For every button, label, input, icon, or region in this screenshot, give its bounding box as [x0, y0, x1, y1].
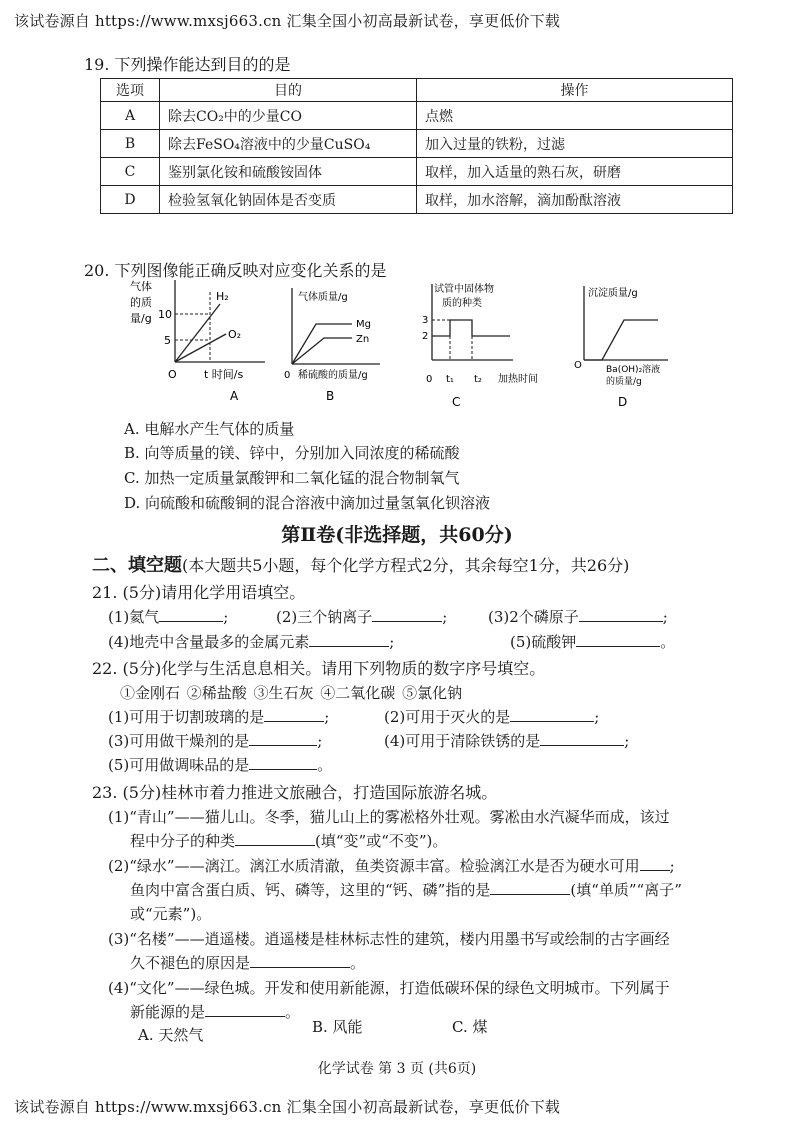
- answer-blank[interactable]: [205, 1002, 285, 1017]
- q20-option-c: C. 加热一定质量氯酸钾和二氧化锰的混合物制氧气: [124, 469, 460, 487]
- section2-label: 二、填空题: [92, 555, 182, 576]
- answer-blank[interactable]: [264, 707, 324, 722]
- q22-item-4: (4)可用于清除铁锈的是 ;: [384, 732, 630, 750]
- graph-d: [572, 282, 682, 412]
- row-operation: 加入过量的铁粉，过滤: [417, 130, 733, 158]
- answer-blank[interactable]: [372, 607, 442, 622]
- q23-choice-b: B. 风能: [312, 1018, 363, 1036]
- q21-item-3: (3)2个磷原子 ;: [488, 608, 668, 626]
- answer-blank[interactable]: [249, 755, 317, 770]
- q22-item-3: (3)可用做干燥剂的是 ;: [108, 732, 323, 750]
- graph-c-t2: t₂: [474, 374, 482, 385]
- graph-c-line: [432, 320, 510, 336]
- row-goal: 检验氢氧化钠固体是否变质: [160, 186, 417, 214]
- answer-blank[interactable]: [250, 953, 350, 968]
- table-row: [101, 130, 733, 158]
- q20-title: 20. 下列图像能正确反映对应变化关系的是: [84, 261, 387, 280]
- q21-item-2: (2)三个钠离子 ;: [276, 608, 448, 626]
- graph-a-line-o2: [175, 334, 226, 362]
- q21-item-4: (4)地壳中含量最多的金属元素 ;: [108, 633, 395, 651]
- part2-title: 第Ⅱ卷(非选择题，共60分): [281, 524, 513, 546]
- footer-banner: 该试卷源自 https://www.mxsj663.cn 汇集全国小初高最新试卷，享更低价下载: [14, 1098, 561, 1116]
- q22-item-1: (1)可用于切割玻璃的是 ;: [108, 708, 330, 726]
- graph-a-ylabel-1: 气体: [130, 280, 152, 293]
- graph-d-xlabel-2: 的质量/g: [606, 377, 642, 387]
- row-option: B: [101, 130, 160, 158]
- header-option: 选项: [101, 79, 160, 102]
- q23-line-2: 程中分子的种类 (填“变”或“不变”)。: [130, 832, 448, 850]
- q23-choice-a: A. 天然气: [138, 1026, 204, 1044]
- row-option: C: [101, 158, 160, 186]
- answer-blank[interactable]: [249, 731, 317, 746]
- q19-title: 19. 下列操作能达到目的的是: [84, 55, 291, 74]
- section2-heading: [92, 551, 629, 577]
- q23-choice-c: C. 煤: [452, 1018, 488, 1036]
- graph-c-tick-3: 3: [422, 315, 429, 326]
- q20-option-b: B. 向等质量的镁、锌中，分别加入同浓度的稀硫酸: [124, 444, 460, 462]
- table-row: [101, 102, 733, 130]
- graph-c-t1: t₁: [446, 374, 454, 385]
- graph-c-xlabel: 加热时间: [498, 374, 538, 385]
- row-operation: 取样，加水溶解，滴加酚酞溶液: [417, 186, 733, 214]
- graph-b: [282, 282, 392, 412]
- row-goal: 除去FeSO₄溶液中的少量CuSO₄: [160, 130, 417, 158]
- graph-a-ylabel-3: 量/g: [130, 312, 152, 325]
- graph-c-ylabel-2: 质的种类: [442, 298, 482, 309]
- table-row: [101, 158, 733, 186]
- graph-b-zn-label: Zn: [356, 334, 370, 345]
- graph-a-origin: O: [168, 368, 177, 381]
- graph-c-tick-2: 2: [422, 331, 429, 342]
- graph-b-xlabel: 稀硫酸的质量/g: [298, 370, 368, 381]
- graph-a-line-h2: [175, 304, 220, 362]
- answer-blank[interactable]: [576, 632, 660, 647]
- q23-line-7: 久不褪色的原因是 。: [130, 954, 366, 972]
- q22-title: 22. (5分)化学与生活息息相关。请用下列物质的数字序号填空。: [92, 659, 546, 678]
- q19-table: [100, 78, 733, 214]
- graph-d-origin: O: [574, 360, 582, 371]
- section2-desc: (本大题共5小题，每个化学方程式2分，其余每空1分，共26分): [182, 556, 630, 575]
- answer-blank[interactable]: [309, 632, 389, 647]
- table-row: [101, 186, 733, 214]
- q23-line-6: (3)“名楼”——逍遥楼。逍遥楼是桂林标志性的建筑，楼内用墨书写或绘制的古字画经: [108, 930, 670, 948]
- row-option: D: [101, 186, 160, 214]
- answer-blank[interactable]: [540, 731, 624, 746]
- q23-line-1: (1)“青山”——猫儿山。冬季，猫儿山上的雾凇格外壮观。雾凇由水汽凝华而成，该过: [108, 808, 670, 826]
- header-banner: 该试卷源自 https://www.mxsj663.cn 汇集全国小初高最新试卷，享更低价下载: [14, 12, 561, 30]
- graph-b-ylabel: 气体质量/g: [298, 292, 348, 303]
- q23-line-3: (2)“绿水”——漓江。漓江水质清澈，鱼类资源丰富。检验漓江水是否为硬水可用 ;: [108, 857, 675, 875]
- q23-title: 23. (5分)桂林市着力推进文旅融合，打造国际旅游名城。: [92, 783, 498, 802]
- answer-blank[interactable]: [159, 607, 223, 622]
- q20-option-a: A. 电解水产生气体的质量: [124, 420, 295, 438]
- header-goal: 目的: [160, 79, 417, 102]
- answer-blank[interactable]: [579, 607, 663, 622]
- graph-d-line: [584, 320, 658, 360]
- q21-item-1: (1)氦气 ;: [108, 608, 229, 626]
- q23-line-9: 新能源的是 。: [130, 1003, 301, 1021]
- row-goal: 鉴别氯化铵和硫酸铵固体: [160, 158, 417, 186]
- row-operation: 取样，加入适量的熟石灰，研磨: [417, 158, 733, 186]
- graph-c-caption: C: [452, 395, 461, 409]
- page-footer: 化学试卷 第 3 页 (共6页): [317, 1061, 477, 1077]
- graph-b-line-zn: [292, 338, 352, 364]
- graph-a-xlabel: t 时间/s: [204, 368, 244, 381]
- graph-a-tick-10: 10: [158, 308, 172, 321]
- graph-a: [120, 272, 280, 412]
- graph-a-caption: A: [230, 389, 239, 403]
- graph-b-caption: B: [326, 389, 335, 403]
- q23-line-8: (4)“文化”——绿色城。开发和使用新能源，打造低碳环保的绿色文明城市。下列属于: [108, 979, 670, 997]
- q23-line-5: 或“元素”)。: [130, 905, 212, 923]
- row-goal: 除去CO₂中的少量CO: [160, 102, 417, 130]
- graph-c: [418, 278, 558, 412]
- q22-item-5: (5)可用做调味品的是 。: [108, 756, 333, 774]
- graph-c-origin: 0: [426, 374, 433, 385]
- table-header-row: [101, 79, 733, 102]
- row-option: A: [101, 102, 160, 130]
- graph-d-ylabel: 沉淀质量/g: [588, 288, 638, 299]
- q22-substances: ①金刚石 ②稀盐酸 ③生石灰 ④二氧化碳 ⑤氯化钠: [120, 684, 463, 702]
- q22-item-2: (2)可用于灭火的是 ;: [384, 708, 600, 726]
- header-operation: 操作: [417, 79, 733, 102]
- answer-blank[interactable]: [510, 707, 594, 722]
- graph-a-tick-5: 5: [164, 334, 171, 347]
- graph-a-h2-label: H₂: [216, 290, 229, 303]
- q20-option-d: D. 向硫酸和硫酸铜的混合溶液中滴加过量氢氧化钡溶液: [124, 494, 491, 512]
- answer-blank[interactable]: [490, 880, 570, 895]
- graph-a-o2-label: O₂: [228, 328, 242, 341]
- graph-d-xlabel-1: Ba(OH)₂溶液: [606, 365, 661, 375]
- graph-c-ylabel-1: 试管中固体物: [434, 284, 494, 295]
- row-operation: 点燃: [417, 102, 733, 130]
- graph-b-origin: 0: [284, 370, 291, 381]
- graph-a-ylabel-2: 的质: [130, 296, 152, 309]
- graph-d-caption: D: [618, 395, 628, 409]
- q21-item-5: (5)硫酸钾 。: [510, 633, 676, 651]
- graph-b-line-mg: [292, 324, 352, 364]
- q21-title: 21. (5分)请用化学用语填空。: [92, 583, 306, 602]
- graph-b-mg-label: Mg: [356, 319, 371, 330]
- q23-line-4: 鱼肉中富含蛋白质、钙、磷等，这里的“钙、磷”指的是 (填“单质”“离子”: [130, 881, 682, 899]
- answer-blank[interactable]: [235, 831, 315, 846]
- answer-blank[interactable]: [640, 856, 670, 871]
